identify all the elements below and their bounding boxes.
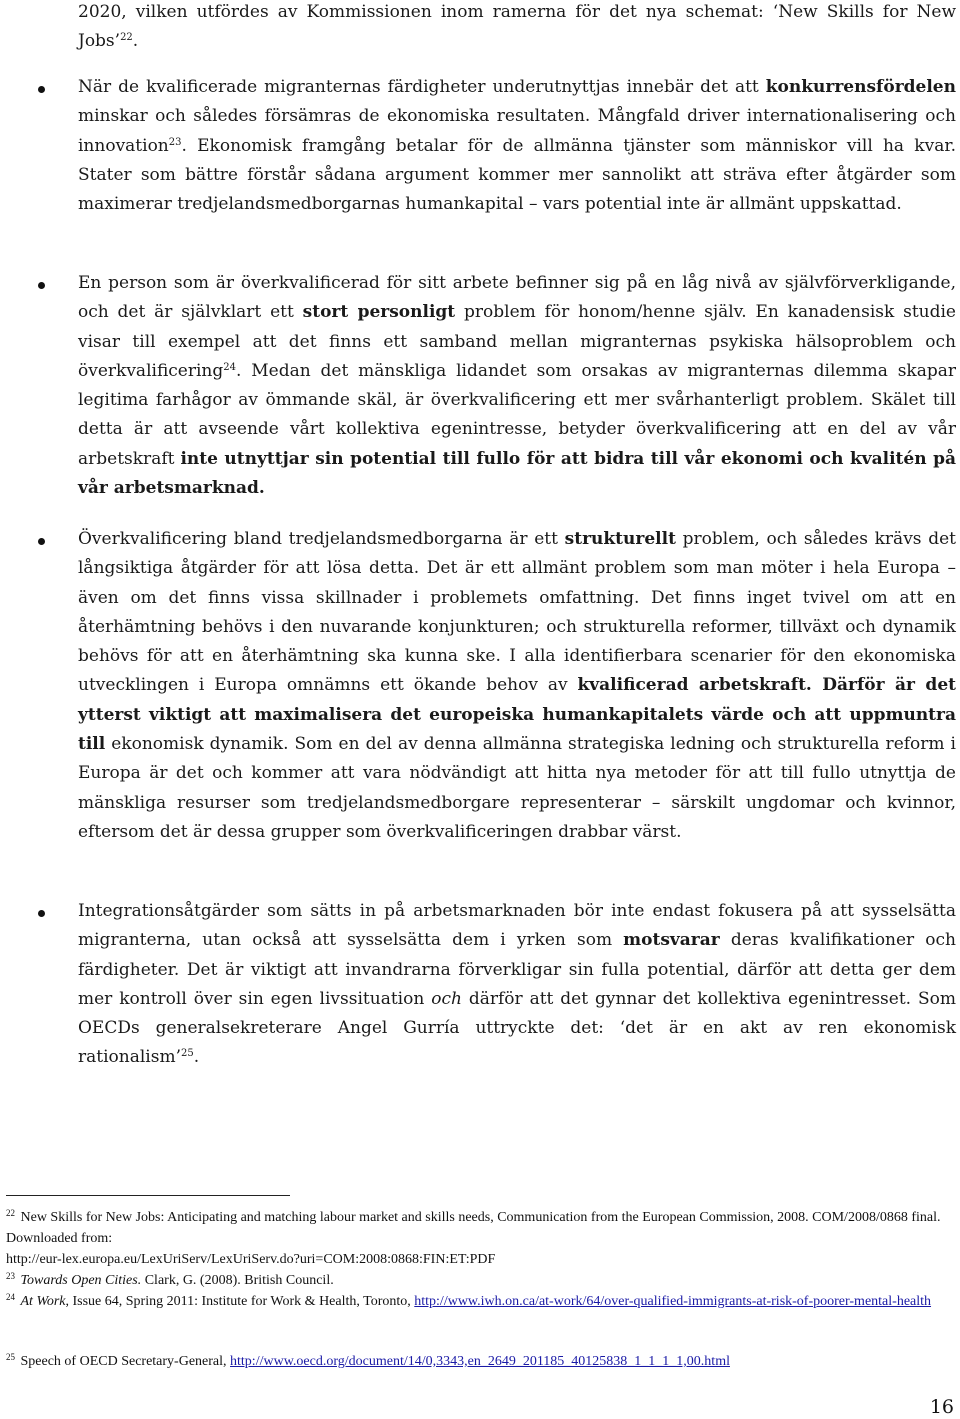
bullet-paragraph-2: En person som är överkvalificerad för sitt arbete befinner sig på en låg nivå av självförverkligande, och det är självklart ett stort personligt problem för honom/henne själv. En kanadensisk studie visar till exempel att det finns ett samband mellan migranternas psykiska hälsoproblem och överkvalificering$^{24}$. Medan det mänskliga lidandet som orsakas av migranternas dilemma skapar legitima farhågor av ömmande skäl, är överkvalificering ett mer svårhanterligt problem. Skälet till detta är att avseende vårt kollektiva egenintresse, betyder överkvalificering att en del av vår arbetskraft inte utnyttjar sin potential till fullo för att bidra till vår ekonomi och kvalitén på vår arbetsmarknad.	[78, 273, 956, 499]
footnote-number: 24	[6, 1292, 15, 1302]
footnote-url: http://eur-lex.europa.eu/LexUriServ/LexUriServ.do?uri=COM:2008:0868:FIN:ET:PDF	[6, 1252, 496, 1267]
bullet-paragraph-1: När de kvalificerade migranternas färdigheter underutnyttjas innebär det att konkurrensfördelen minskar och således försämras de ekonomiska resultaten. Mångfald driver internationalisering och innovation$^{23}$. Ekonomisk framgång betalar för de allmänna tjänster som människor vill ha kvar. Stater som bättre förstår sådana argument kommer mer sannolikt att sträva efter åtgärder som maximerar tredjelandsmedborgarnas humankapital – vars potential inte är allmänt uppskattad.	[78, 77, 956, 215]
footnote-ref-24[interactable]: 24	[223, 361, 236, 373]
bullet-icon	[38, 282, 45, 289]
footnote-ref-25[interactable]: 25	[180, 1048, 194, 1060]
footnote-link[interactable]: http://www.iwh.on.ca/at-work/64/over-qualified-immigrants-at-risk-of-poorer-mental-health	[414, 1294, 932, 1309]
footnote-25: $^{25}$ Speech of OECD Secretary-General, http://www.oecd.org/document/14/0,3343,en_2649_201185_40125838_1_1_1_1,00.html	[6, 1352, 730, 1369]
footnote-number: 23	[6, 1271, 15, 1281]
footnote-22: $^{22}$ New Skills for New Jobs: Anticipating and matching labour market and skills needs, Communication from the European Commission, 2008. COM/2008/0868 final. Downloaded from: http://eur-lex.europa.eu/LexUriServ/LexUriServ.do?uri=COM:2008:0868:FIN:ET:PDF	[6, 1208, 941, 1267]
bold-phrase: konkurrensfördelen	[765, 77, 956, 97]
footnote-ref-22[interactable]: 22	[120, 32, 133, 44]
bullet-icon	[38, 910, 45, 917]
continuation-text: 2020, vilken utfördes av Kommissionen inom ramerna för det nya schemat: ‘New Skills for New Jobs’	[78, 2, 956, 52]
bullet-paragraph-3: Överkvalificering bland tredjelandsmedborgarna är ett strukturellt problem, och således krävs det långsiktiga åtgärder för att lösa detta. Det är ett allmänt problem som man möter i hela Europa – även om det finns vissa skillnader i problemets omfattning. Det finns inget tvivel om att en återhämtning behövs i den nuvarande konjunkturen; och strukturella reformer, tillväxt och dynamik behövs för att en återhämtning ska kunna ske. I alla identifierbara scenarier för den ekonomiska utvecklingen i Europa omnämns ett ökande behov av kvalificerad arbetskraft. Därför är det ytterst viktigt att maximalisera det europeiska humankapitalets värde och att uppmuntra till ekonomisk dynamik. Som en del av denna allmänna strategiska ledning och strukturella reform i Europa är det och kommer att vara nödvändigt att hitta nya metoder för att till fullo utnyttja de mänskliga resurser som tredjelandsmedborgare representerar – särskilt ungdomar och kvinnor, eftersom det är dessa grupper som överkvalificeringen drabbar värst.	[78, 529, 956, 842]
page-number: 16	[929, 1396, 954, 1418]
bullet-icon	[38, 538, 45, 545]
continuation-paragraph: 2020, vilken utfördes av Kommissionen inom ramerna för det nya schemat: ‘New Skills for New Jobs’$^{22}$.	[78, 2, 956, 52]
footnote-23: $^{23}$ Towards Open Cities. Clark, G. (2008). British Council.	[6, 1271, 334, 1288]
footnote-ref-23[interactable]: 23	[168, 136, 182, 148]
bullet-paragraph-4: Integrationsåtgärder som sätts in på arbetsmarknaden bör inte endast fokusera på att sysselsätta migranterna, utan också att sysselsätta dem i yrken som motsvarar deras kvalifikationer och färdigheter. Det är viktigt att invandrarna förverkligar sin fulla potential, därför att detta ger dem mer kontroll över sin egen livssituation och därför att det gynnar det kollektiva egenintresset. Som OECDs generalsekreterare Angel Gurría uttryckte det: ‘det är en akt av ren ekonomisk rationalism’$^{25}$.	[78, 901, 956, 1068]
footnote-number: 22	[6, 1208, 15, 1218]
footnote-link[interactable]: http://www.oecd.org/document/14/0,3343,en_2649_201185_40125838_1_1_1_1,00.html	[230, 1354, 730, 1369]
bold-phrase: inte utnyttjar sin potential till fullo för att bidra till vår ekonomi och kvalitén på vår arbetsmarknad.	[78, 448, 956, 499]
footnote-24: $^{24}$ At Work, Issue 64, Spring 2011: Institute for Work & Health, Toronto, http://www.iwh.on.ca/at-work/64/over-qualified-immigrants-at-risk-of-poorer-mental-health	[6, 1292, 932, 1309]
footnote-separator	[6, 1195, 290, 1196]
bold-phrase: motsvarar	[623, 930, 720, 951]
footnote-number: 25	[6, 1352, 15, 1362]
bold-phrase: kvalificerad arbetskraft. Därför är det ytterst viktigt att maximalisera det europeiska humankapitalets värde och att uppmuntra till	[78, 675, 956, 755]
bold-phrase: stort personligt	[302, 302, 456, 323]
italic-phrase: och	[431, 988, 462, 1009]
bullet-icon	[38, 86, 45, 93]
bold-phrase: strukturellt	[564, 529, 676, 549]
